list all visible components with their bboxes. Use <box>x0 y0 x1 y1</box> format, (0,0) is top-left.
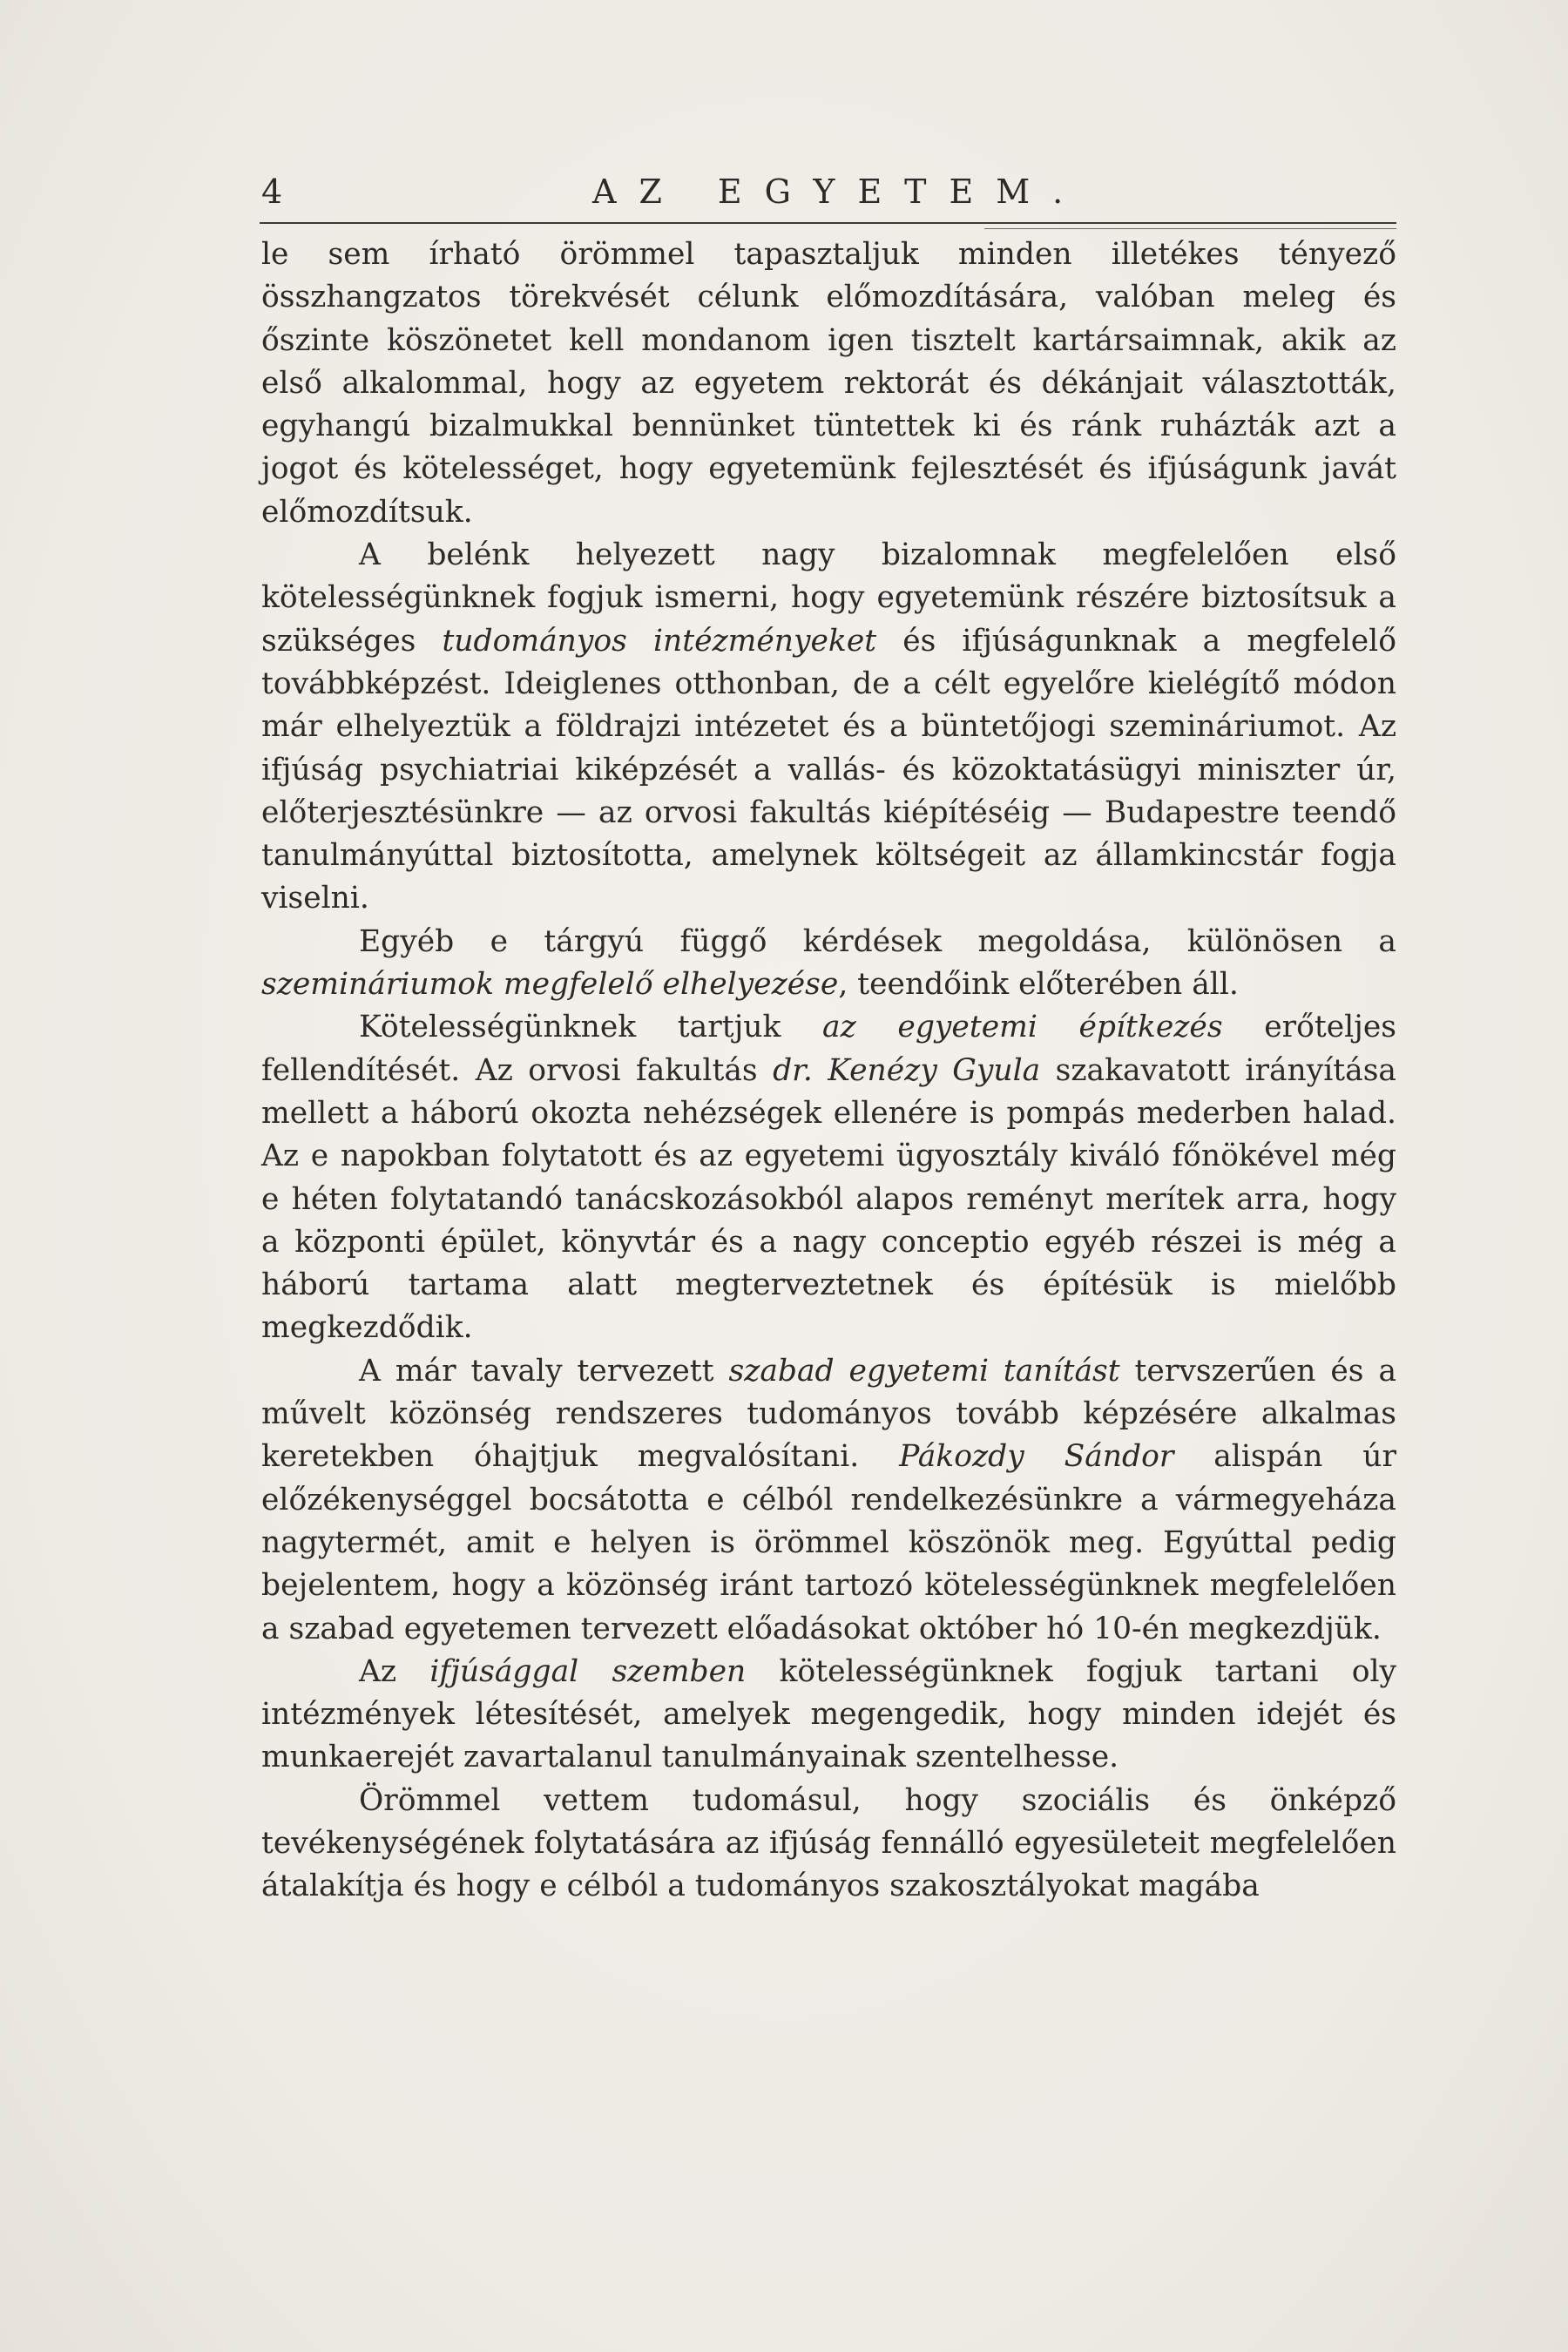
italic-text: dr. Kenézy Gyula <box>773 1052 1041 1088</box>
text-run: Egyéb e tárgyú függő kérdések megoldása, különösen a <box>359 923 1396 959</box>
paragraph <box>261 534 1396 921</box>
italic-text: tudományos intézményeket <box>442 623 877 659</box>
text-run: és ifjúságunknak a megfelelő továbbképzést. Ideiglenes otthonban, de a célt egyelőre kielégítő módon már elhelyeztük a földrajzi intézetet és a büntetőjogi szemináriumot. Az ifjúság psychiatriai kiképzését a vallás- és közoktatásügyi miniszter úr, előterjesztésünkre — az orvosi fakultás kiépítéséig — Budapestre teendő tanulmányúttal biztosította, amelynek költségeit az államkincstár fogja viselni. <box>261 623 1396 916</box>
text-run: A már tavaly tervezett <box>359 1353 729 1389</box>
paragraph <box>261 1780 1396 1909</box>
text-run: Örömmel vettem tudomásul, hogy szociális és önképző tevékenységének folytatására az ifjúság fennálló egyesületeit megfelelően átalakítja és hogy e célból a tudományos szakosztályokat magába <box>261 1782 1396 1904</box>
italic-text: ifjúsággal szemben <box>429 1653 747 1689</box>
text-run: le sem írható örömmel tapasztaljuk minden illetékes tényező összhangzatos törekvését célunk előmozdítására, valóban meleg és őszinte köszönetet kell mondanom igen tisztelt kartársaimnak, akik az első alkalommal, hogy az egyetem rektorát és dékánjait választották, egyhangú bizalmukkal bennünket tüntettek ki és ránk ruházták azt a jogot és kötelességet, hogy egyetemünk fejlesztését és ifjúságunk javát előmozdítsuk. <box>261 237 1396 530</box>
text-run: Az <box>359 1653 430 1689</box>
paragraph <box>261 233 1396 534</box>
text-run: erőteljes fellendítését. Az orvosi fakultás <box>261 1010 1397 1088</box>
paragraph <box>261 1651 1396 1780</box>
text-run: kötelességünknek fogjuk tartani oly intézmények létesítését, amelyek megengedik, hogy minden idejét és munkaerejét zavartalanul tanulmányainak szentelhesse. <box>261 1653 1396 1775</box>
text-run: szakavatott irányítása mellett a háború okozta nehézségek ellenére is pompás mederben halad. Az e napokban folytatott és az egyetemi ügyosztály kiváló főnökével még e héten folytatandó tanácskozásokból alapos reményt merítek arra, hogy a központi épület, könyvtár és a nagy conceptio egyéb részei is még a háború tartama alatt megterveztetnek és építésük is mielőbb megkezdődik. <box>261 1052 1396 1346</box>
italic-text: szabad egyetemi tanítást <box>728 1353 1120 1389</box>
paragraph <box>261 921 1396 1007</box>
italic-text: Pákozdy Sándor <box>899 1439 1174 1475</box>
paragraph <box>261 1006 1396 1349</box>
italic-text: szemináriumok megfelelő elhelyezése <box>261 967 839 1003</box>
header-rule-thin <box>984 228 1396 229</box>
page-header <box>261 172 1394 225</box>
body-text <box>261 233 1396 1909</box>
text-run: tervszerűen és a művelt közönség rendszeres tudományos tovább képzésére alkalmas keretekben óhajtjuk megvalósítani. <box>261 1353 1397 1475</box>
page-number: 4 <box>261 172 284 211</box>
text-run: A belénk helyezett nagy bizalomnak megfelelően első kötelességünknek fogjuk ismerni, hogy egyetemünk részére biztosítsuk a szükséges <box>261 537 1396 659</box>
italic-text: az egyetemi építkezés <box>822 1010 1223 1045</box>
text-run: Kötelességünknek tartjuk <box>359 1010 823 1045</box>
text-run: , teendőink előterében áll. <box>838 967 1239 1003</box>
header-rule <box>260 222 1396 224</box>
text-run: alispán úr előzékenységgel bocsátotta e célból rendelkezésünkre a vármegyeháza nagytermét, amit e helyen is örömmel köszönök meg. Egyúttal pedig bejelentem, hogy a közönség iránt tartozó kötelességünknek megfelelően a szabad egyetemen tervezett előadásokat október hó 10-én megkezdjük. <box>261 1439 1396 1646</box>
paragraph <box>261 1350 1396 1651</box>
running-title: AZ EGYETEM. <box>592 172 1086 211</box>
